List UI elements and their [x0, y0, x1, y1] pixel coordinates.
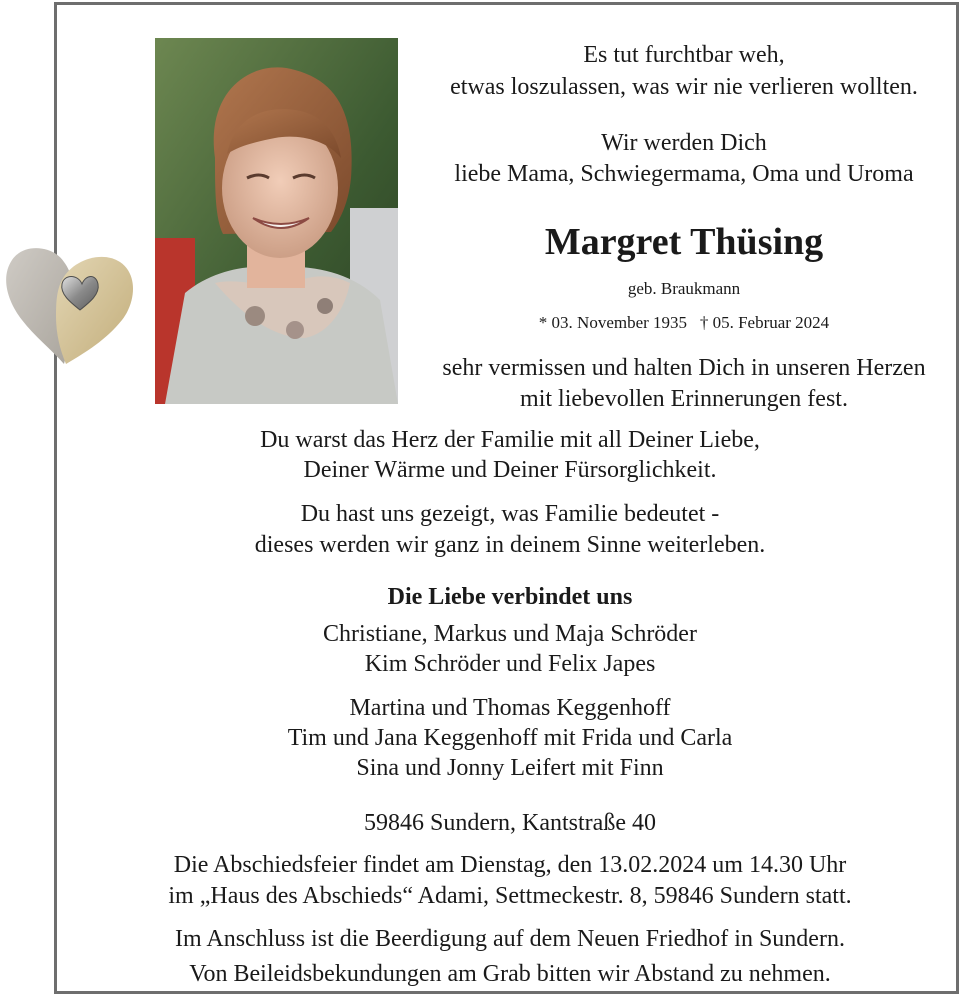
maiden-name: geb. Braukmann [627, 279, 741, 298]
service-line-4: Von Beileidsbekundungen am Grab bitten wir Abstand zu nehmen. [189, 961, 831, 987]
family-line-1: Du hast uns gezeigt, was Familie bedeutet - [300, 501, 720, 527]
mourners-group2-line3: Sina und Jonny Leifert mit Finn [356, 755, 664, 781]
heart-line-1: Du warst das Herz der Familie mit all Deiner Liebe, [260, 427, 760, 453]
family-line-2: dieses werden wir ganz in deinem Sinne weiterleben. [254, 532, 766, 558]
intro-line-2: liebe Mama, Schwiegermama, Oma und Uroma [454, 161, 914, 187]
mourners-group2-line1: Martina und Thomas Keggenhoff [349, 695, 671, 721]
quote-line-2: etwas loszulassen, was wir nie verlieren wollten. [450, 74, 918, 100]
death-date: † 05. Februar 2024 [699, 313, 830, 332]
miss-line-1: sehr vermissen und halten Dich in unseren Herzen [442, 355, 926, 381]
heart-line-2: Deiner Wärme und Deiner Fürsorglichkeit. [303, 457, 717, 483]
mourners-group2-line2: Tim und Jana Keggenhoff mit Frida und Carla [287, 725, 733, 751]
love-heading: Die Liebe verbindet uns [387, 584, 633, 610]
mourners-group1-line2: Kim Schröder und Felix Japes [364, 651, 656, 677]
birth-date: * 03. November 1935 [538, 313, 688, 332]
deceased-name: Margret Thüsing [544, 221, 824, 263]
service-line-2: im „Haus des Abschieds“ Adami, Settmeckestr. 8, 59846 Sundern statt. [168, 883, 852, 909]
gold-heart-icon [56, 257, 133, 364]
hearts-ornament [2, 240, 140, 372]
service-line-1: Die Abschiedsfeier findet am Dienstag, den 13.02.2024 um 14.30 Uhr [173, 852, 847, 878]
quote-line-1: Es tut furchtbar weh, [583, 42, 785, 68]
service-line-3: Im Anschluss ist die Beerdigung auf dem Neuen Friedhof in Sundern. [175, 926, 845, 952]
mourners-group1-line1: Christiane, Markus und Maja Schröder [323, 621, 697, 647]
address: 59846 Sundern, Kantstraße 40 [364, 810, 656, 836]
miss-line-2: mit liebevollen Erinnerungen fest. [520, 386, 848, 412]
portrait-photo [155, 38, 398, 404]
intro-line-1: Wir werden Dich [601, 130, 767, 156]
life-dates [408, 312, 960, 334]
